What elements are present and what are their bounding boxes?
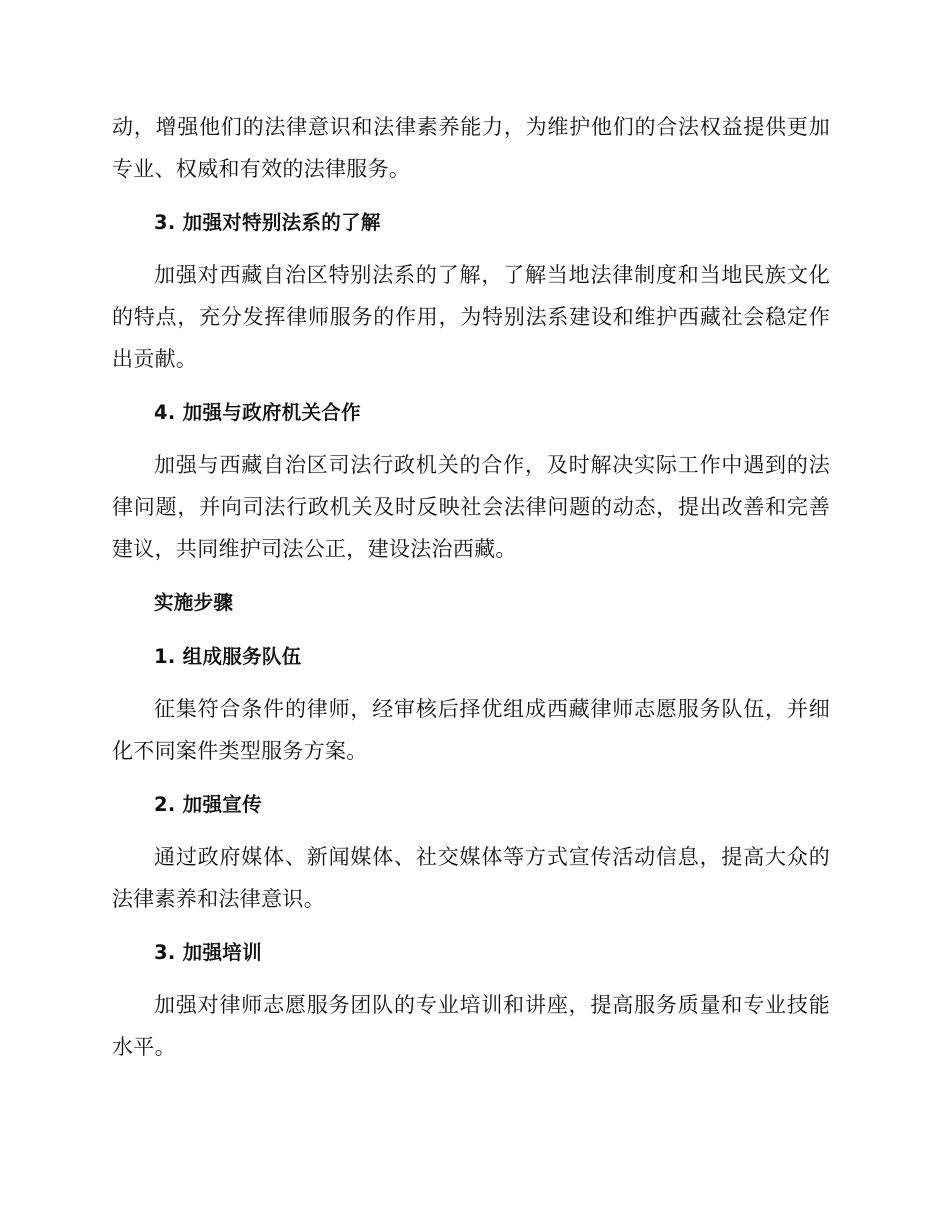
section-heading: 3. 加强培训 <box>154 941 262 964</box>
document-body <box>112 106 830 1068</box>
paragraph: 征集符合条件的律师，经审核后择优组成西藏律师志愿服务队伍，并细化不同案件类型服务方案。 <box>112 697 830 763</box>
section-heading: 实施步骤 <box>154 591 234 614</box>
section-heading: 1. 组成服务队伍 <box>154 645 302 668</box>
paragraph: 加强对律师志愿服务团队的专业培训和讲座，提高服务质量和专业技能水平。 <box>112 993 830 1059</box>
paragraph: 加强对西藏自治区特别法系的了解，了解当地法律制度和当地民族文化的特点，充分发挥律师服务的作用，为特别法系建设和维护西藏社会稳定作出贡献。 <box>112 263 830 371</box>
paragraph: 动，增强他们的法律意识和法律素养能力，为维护他们的合法权益提供更加专业、权威和有效的法律服务。 <box>112 115 830 181</box>
section-heading: 4. 加强与政府机关合作 <box>154 401 361 424</box>
section-heading: 3. 加强对特别法系的了解 <box>154 211 381 234</box>
paragraph: 加强与西藏自治区司法行政机关的合作，及时解决实际工作中遇到的法律问题，并向司法行政机关及时反映社会法律问题的动态，提出改善和完善建议，共同维护司法公正，建设法治西藏。 <box>112 453 830 561</box>
paragraph: 通过政府媒体、新闻媒体、社交媒体等方式宣传活动信息，提高大众的法律素养和法律意识。 <box>112 845 830 911</box>
section-heading: 2. 加强宣传 <box>154 793 262 816</box>
